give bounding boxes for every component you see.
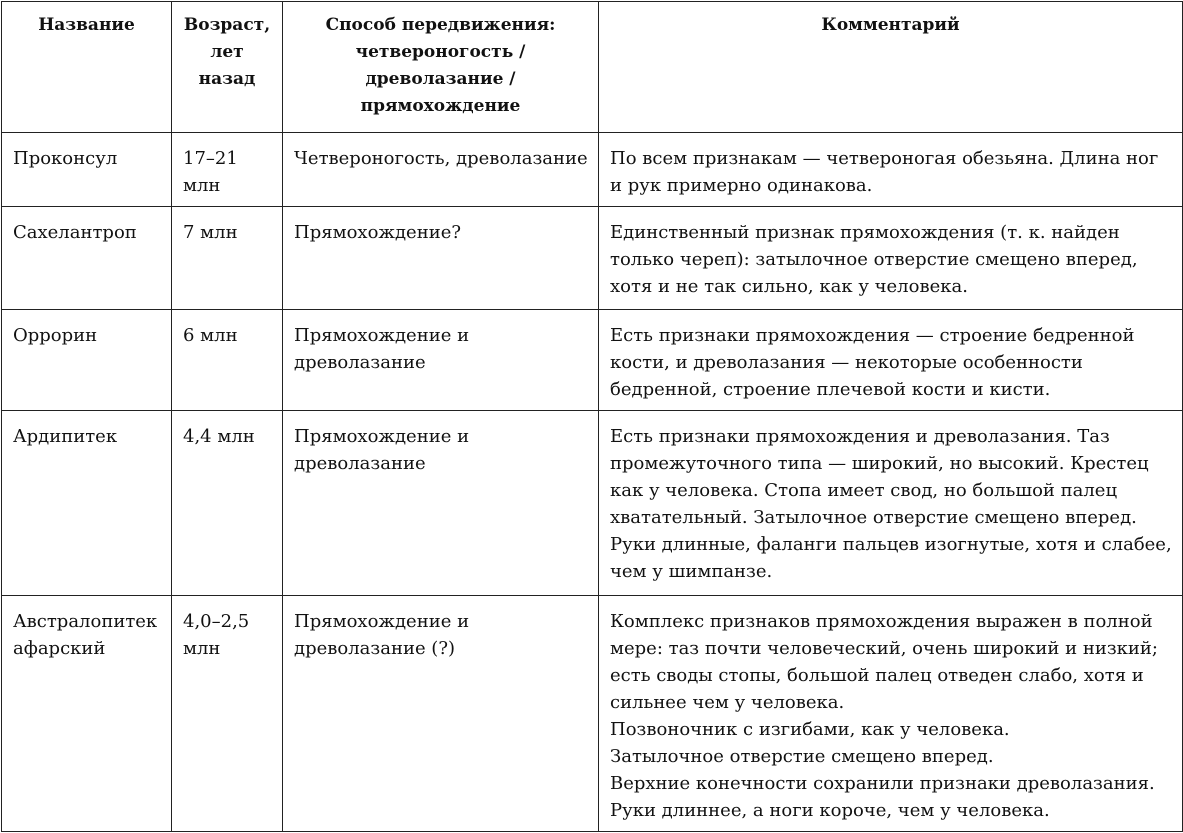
- hominid-locomotion-table: [1, 1, 1183, 832]
- table-row: [2, 310, 1183, 411]
- cell-comment: Есть признаки прямохождения и древолазания. Таз промежуточного типа — широкий, но высокий. Крестец как у человека. Стопа имеет свод, но большой палец хватательный. Затылочное отверстие смещено вперед. Руки длинные, фаланги пальцев изогнутые, хотя и слабее, чем у шимпанзе.: [599, 411, 1183, 596]
- cell-age: 4,4 млн: [172, 411, 283, 596]
- header-age: Возраст, лет назад: [172, 2, 283, 133]
- header-name: Название: [2, 2, 172, 133]
- table-header-row: [2, 2, 1183, 133]
- cell-name: Австралопитек афарский: [2, 596, 172, 832]
- cell-name: Сахелантроп: [2, 207, 172, 310]
- header-comment: Комментарий: [599, 2, 1183, 133]
- cell-locomotion: Прямохождение и древолазание: [283, 411, 599, 596]
- cell-name: Оррорин: [2, 310, 172, 411]
- header-locomotion: Способ передвижения: четвероногость / древолазание / прямохождение: [283, 2, 599, 133]
- cell-locomotion: Четвероногость, древолазание: [283, 133, 599, 207]
- table-row: [2, 411, 1183, 596]
- cell-comment: Комплекс признаков прямохождения выражен в полной мере: таз почти человеческий, очень широкий и низкий; есть своды стопы, большой палец отведен слабо, хотя и сильнее чем у человека. Позвоночник с изгибами, как у человека. Затылочное отверстие смещено вперед. Верхние конечности сохранили признаки древолазания. Руки длиннее, а ноги короче, чем у человека.: [599, 596, 1183, 832]
- cell-age: 6 млн: [172, 310, 283, 411]
- cell-name: Проконсул: [2, 133, 172, 207]
- cell-name: Ардипитек: [2, 411, 172, 596]
- cell-locomotion: Прямохождение и древолазание (?): [283, 596, 599, 832]
- cell-age: 7 млн: [172, 207, 283, 310]
- cell-age: 17–21 млн: [172, 133, 283, 207]
- cell-age: 4,0–2,5 млн: [172, 596, 283, 832]
- table-row: [2, 133, 1183, 207]
- cell-locomotion: Прямохождение?: [283, 207, 599, 310]
- cell-comment: Единственный признак прямохождения (т. к. найден только череп): затылочное отверстие смещено вперед, хотя и не так сильно, как у человека.: [599, 207, 1183, 310]
- cell-comment: Есть признаки прямохождения — строение бедренной кости, и древолазания — некоторые особенности бедренной, строение плечевой кости и кисти.: [599, 310, 1183, 411]
- table-row: [2, 207, 1183, 310]
- table-row: [2, 596, 1183, 832]
- cell-comment: По всем признакам — четвероногая обезьяна. Длина ног и рук примерно одинакова.: [599, 133, 1183, 207]
- cell-locomotion: Прямохождение и древолазание: [283, 310, 599, 411]
